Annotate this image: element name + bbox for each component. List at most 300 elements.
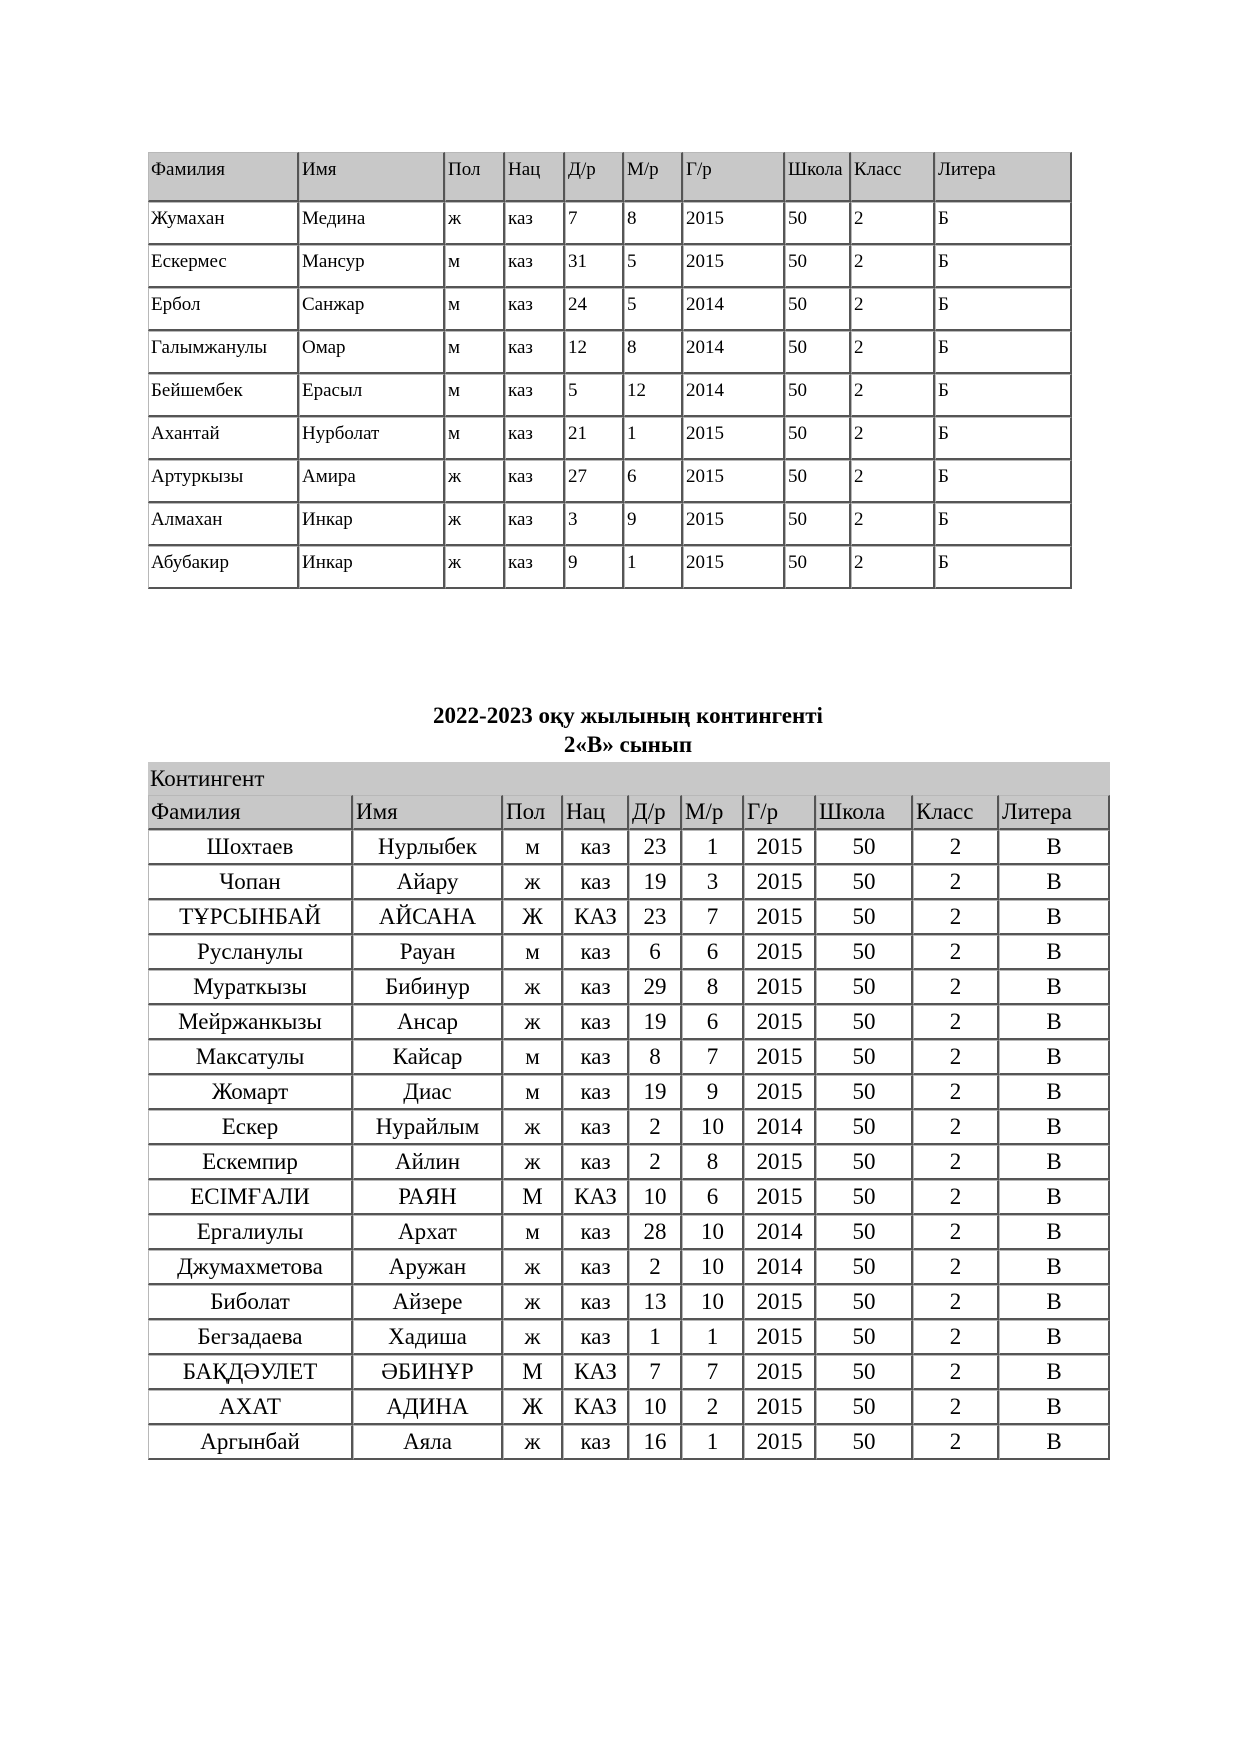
col-header-birth-day: Д/р bbox=[629, 795, 682, 830]
cell-birth-year: 2014 bbox=[744, 1215, 816, 1250]
cell-birth-day: 23 bbox=[629, 900, 682, 935]
cell-name: Айлин bbox=[353, 1145, 503, 1180]
cell-nationality: каз bbox=[505, 202, 565, 245]
cell-birth-month: 7 bbox=[682, 1040, 744, 1075]
table-row bbox=[148, 1355, 1110, 1390]
table-row bbox=[148, 1285, 1110, 1320]
cell-letter: Б bbox=[935, 460, 1072, 503]
cell-nationality: каз bbox=[563, 1005, 629, 1040]
cell-class: 2 bbox=[913, 1215, 999, 1250]
cell-school: 50 bbox=[785, 245, 851, 288]
table-row bbox=[148, 1320, 1110, 1355]
cell-letter: В bbox=[999, 935, 1110, 970]
cell-class: 2 bbox=[913, 1355, 999, 1390]
cell-birth-day: 6 bbox=[629, 935, 682, 970]
table-body bbox=[148, 830, 1110, 1460]
cell-nationality: каз bbox=[563, 1075, 629, 1110]
table-row bbox=[148, 245, 1072, 288]
cell-nationality: каз bbox=[505, 460, 565, 503]
cell-school: 50 bbox=[785, 331, 851, 374]
col-header-birth-day: Д/р bbox=[565, 152, 624, 202]
cell-gender: ж bbox=[445, 546, 505, 589]
cell-gender: м bbox=[445, 417, 505, 460]
cell-nationality: каз bbox=[563, 1425, 629, 1460]
cell-name: Инкар bbox=[299, 503, 445, 546]
cell-birth-year: 2015 bbox=[744, 1355, 816, 1390]
cell-class: 2 bbox=[851, 503, 935, 546]
table-row bbox=[148, 935, 1110, 970]
cell-school: 50 bbox=[785, 288, 851, 331]
cell-birth-month: 8 bbox=[624, 331, 683, 374]
cell-name: ӘБИНҰР bbox=[353, 1355, 503, 1390]
cell-birth-month: 10 bbox=[682, 1110, 744, 1145]
cell-birth-year: 2015 bbox=[744, 970, 816, 1005]
cell-name: АЙСАНА bbox=[353, 900, 503, 935]
cell-class: 2 bbox=[913, 1285, 999, 1320]
cell-surname: Мураткызы bbox=[148, 970, 353, 1005]
cell-class: 2 bbox=[913, 1250, 999, 1285]
cell-gender: Ж bbox=[503, 900, 563, 935]
cell-birth-day: 8 bbox=[629, 1040, 682, 1075]
cell-surname: Шохтаев bbox=[148, 830, 353, 865]
cell-letter: В bbox=[999, 865, 1110, 900]
cell-letter: Б bbox=[935, 288, 1072, 331]
cell-class: 2 bbox=[913, 970, 999, 1005]
cell-birth-day: 19 bbox=[629, 1075, 682, 1110]
table-row bbox=[148, 1145, 1110, 1180]
cell-birth-month: 8 bbox=[682, 1145, 744, 1180]
col-header-name: Имя bbox=[353, 795, 503, 830]
cell-name: Архат bbox=[353, 1215, 503, 1250]
col-header-school: Школа bbox=[816, 795, 913, 830]
cell-school: 50 bbox=[785, 546, 851, 589]
cell-letter: В bbox=[999, 1180, 1110, 1215]
cell-nationality: каз bbox=[563, 1040, 629, 1075]
cell-nationality: каз bbox=[563, 1110, 629, 1145]
cell-gender: м bbox=[503, 1215, 563, 1250]
cell-name: Нурболат bbox=[299, 417, 445, 460]
cell-school: 50 bbox=[816, 1285, 913, 1320]
cell-name: Айару bbox=[353, 865, 503, 900]
cell-school: 50 bbox=[785, 374, 851, 417]
cell-class: 2 bbox=[913, 935, 999, 970]
cell-birth-month: 9 bbox=[682, 1075, 744, 1110]
cell-school: 50 bbox=[816, 1075, 913, 1110]
cell-name: Аружан bbox=[353, 1250, 503, 1285]
col-header-surname: Фамилия bbox=[148, 152, 299, 202]
cell-birth-day: 5 bbox=[565, 374, 624, 417]
cell-name: Амира bbox=[299, 460, 445, 503]
cell-surname: Ескермес bbox=[148, 245, 299, 288]
header-row bbox=[148, 795, 1110, 830]
cell-class: 2 bbox=[851, 288, 935, 331]
table-row bbox=[148, 970, 1110, 1005]
cell-letter: В bbox=[999, 830, 1110, 865]
cell-surname: Жомарт bbox=[148, 1075, 353, 1110]
cell-birth-month: 9 bbox=[624, 503, 683, 546]
table-row bbox=[148, 503, 1072, 546]
cell-surname: Абубакир bbox=[148, 546, 299, 589]
cell-school: 50 bbox=[816, 865, 913, 900]
cell-name: Санжар bbox=[299, 288, 445, 331]
cell-birth-year: 2015 bbox=[744, 830, 816, 865]
cell-surname: Ескер bbox=[148, 1110, 353, 1145]
table-row bbox=[148, 1425, 1110, 1460]
cell-gender: ж bbox=[503, 1250, 563, 1285]
cell-nationality: каз bbox=[505, 417, 565, 460]
cell-letter: В bbox=[999, 1425, 1110, 1460]
cell-birth-day: 24 bbox=[565, 288, 624, 331]
cell-letter: В bbox=[999, 1005, 1110, 1040]
cell-birth-month: 6 bbox=[682, 1180, 744, 1215]
cell-birth-year: 2015 bbox=[683, 503, 785, 546]
cell-nationality: каз bbox=[505, 245, 565, 288]
section-title: 2022-2023 оқу жылының контингенті bbox=[433, 703, 823, 728]
cell-letter: В bbox=[999, 1355, 1110, 1390]
cell-gender: ж bbox=[503, 970, 563, 1005]
cell-name: Медина bbox=[299, 202, 445, 245]
cell-birth-day: 2 bbox=[629, 1250, 682, 1285]
cell-birth-year: 2015 bbox=[744, 1425, 816, 1460]
cell-class: 2 bbox=[913, 1005, 999, 1040]
cell-nationality: КАЗ bbox=[563, 1355, 629, 1390]
cell-surname: Ахантай bbox=[148, 417, 299, 460]
cell-birth-month: 12 bbox=[624, 374, 683, 417]
cell-letter: Б bbox=[935, 417, 1072, 460]
cell-birth-year: 2015 bbox=[744, 1145, 816, 1180]
cell-name: Кайсар bbox=[353, 1040, 503, 1075]
cell-surname: Биболат bbox=[148, 1285, 353, 1320]
cell-class: 2 bbox=[851, 546, 935, 589]
cell-birth-day: 7 bbox=[629, 1355, 682, 1390]
cell-birth-month: 6 bbox=[682, 935, 744, 970]
cell-gender: м bbox=[445, 374, 505, 417]
cell-letter: Б bbox=[935, 331, 1072, 374]
cell-birth-month: 10 bbox=[682, 1250, 744, 1285]
table-row bbox=[148, 331, 1072, 374]
cell-name: Нурайлым bbox=[353, 1110, 503, 1145]
cell-school: 50 bbox=[816, 1355, 913, 1390]
col-header-name: Имя bbox=[299, 152, 445, 202]
cell-name: Диас bbox=[353, 1075, 503, 1110]
cell-surname: ТҰРСЫНБАЙ bbox=[148, 900, 353, 935]
cell-birth-month: 2 bbox=[682, 1390, 744, 1425]
cell-class: 2 bbox=[851, 245, 935, 288]
cell-letter: В bbox=[999, 1320, 1110, 1355]
cell-surname: Джумахметова bbox=[148, 1250, 353, 1285]
cell-class: 2 bbox=[913, 1075, 999, 1110]
section-subtitle: 2«В» сынып bbox=[563, 732, 693, 757]
cell-birth-day: 2 bbox=[629, 1110, 682, 1145]
cell-school: 50 bbox=[816, 1320, 913, 1355]
cell-birth-month: 8 bbox=[624, 202, 683, 245]
cell-birth-year: 2015 bbox=[683, 245, 785, 288]
cell-birth-month: 10 bbox=[682, 1285, 744, 1320]
cell-birth-year: 2015 bbox=[683, 202, 785, 245]
cell-nationality: каз bbox=[505, 288, 565, 331]
table-row bbox=[148, 460, 1072, 503]
cell-letter: В bbox=[999, 1390, 1110, 1425]
col-header-birth-month: М/р bbox=[624, 152, 683, 202]
cell-birth-day: 28 bbox=[629, 1215, 682, 1250]
cell-birth-day: 23 bbox=[629, 830, 682, 865]
cell-gender: м bbox=[503, 830, 563, 865]
cell-birth-month: 1 bbox=[682, 1320, 744, 1355]
col-header-nationality: Нац bbox=[505, 152, 565, 202]
cell-school: 50 bbox=[785, 460, 851, 503]
table-row bbox=[148, 1005, 1110, 1040]
cell-school: 50 bbox=[816, 1215, 913, 1250]
cell-nationality: каз bbox=[563, 1215, 629, 1250]
cell-letter: В bbox=[999, 1075, 1110, 1110]
cell-gender: ж bbox=[445, 202, 505, 245]
cell-birth-year: 2015 bbox=[744, 1040, 816, 1075]
cell-birth-month: 5 bbox=[624, 288, 683, 331]
cell-birth-year: 2014 bbox=[744, 1250, 816, 1285]
cell-letter: В bbox=[999, 1040, 1110, 1075]
cell-class: 2 bbox=[851, 331, 935, 374]
col-header-gender: Пол bbox=[445, 152, 505, 202]
cell-birth-day: 10 bbox=[629, 1180, 682, 1215]
cell-nationality: КАЗ bbox=[563, 1180, 629, 1215]
cell-gender: ж bbox=[445, 503, 505, 546]
cell-surname: Галымжанулы bbox=[148, 331, 299, 374]
cell-nationality: каз bbox=[563, 1320, 629, 1355]
cell-birth-month: 1 bbox=[682, 1425, 744, 1460]
cell-birth-month: 6 bbox=[624, 460, 683, 503]
cell-birth-month: 5 bbox=[624, 245, 683, 288]
cell-gender: ж bbox=[503, 1285, 563, 1320]
cell-school: 50 bbox=[816, 1390, 913, 1425]
cell-gender: ж bbox=[503, 1320, 563, 1355]
col-header-school: Школа bbox=[785, 152, 851, 202]
table-row bbox=[148, 546, 1072, 589]
cell-gender: ж bbox=[503, 865, 563, 900]
cell-birth-year: 2014 bbox=[744, 1110, 816, 1145]
cell-birth-day: 13 bbox=[629, 1285, 682, 1320]
cell-gender: ж bbox=[503, 1110, 563, 1145]
header-row bbox=[148, 152, 1072, 202]
cell-birth-month: 8 bbox=[682, 970, 744, 1005]
cell-class: 2 bbox=[913, 1145, 999, 1180]
cell-letter: В bbox=[999, 1285, 1110, 1320]
table-row bbox=[148, 1180, 1110, 1215]
cell-birth-day: 27 bbox=[565, 460, 624, 503]
cell-school: 50 bbox=[816, 1425, 913, 1460]
cell-nationality: каз bbox=[563, 970, 629, 1005]
table-row bbox=[148, 374, 1072, 417]
cell-school: 50 bbox=[785, 417, 851, 460]
cell-gender: м bbox=[503, 935, 563, 970]
cell-birth-month: 1 bbox=[682, 830, 744, 865]
cell-surname: БАҚДӘУЛЕТ bbox=[148, 1355, 353, 1390]
cell-surname: Бейшембек bbox=[148, 374, 299, 417]
cell-class: 2 bbox=[913, 1390, 999, 1425]
cell-birth-year: 2015 bbox=[683, 546, 785, 589]
col-header-birth-year: Г/р bbox=[683, 152, 785, 202]
cell-gender: М bbox=[503, 1355, 563, 1390]
cell-birth-year: 2014 bbox=[683, 288, 785, 331]
col-header-birth-month: М/р bbox=[682, 795, 744, 830]
cell-surname: Жумахан bbox=[148, 202, 299, 245]
cell-birth-year: 2015 bbox=[744, 900, 816, 935]
col-header-nationality: Нац bbox=[563, 795, 629, 830]
table-row bbox=[148, 1215, 1110, 1250]
cell-surname: Русланулы bbox=[148, 935, 353, 970]
cell-school: 50 bbox=[816, 1005, 913, 1040]
col-header-class: Класс bbox=[851, 152, 935, 202]
cell-birth-day: 16 bbox=[629, 1425, 682, 1460]
cell-nationality: каз bbox=[563, 1250, 629, 1285]
contingent-table-2v bbox=[148, 762, 1110, 1460]
cell-surname: Ескемпир bbox=[148, 1145, 353, 1180]
cell-name: Бибинур bbox=[353, 970, 503, 1005]
cell-birth-year: 2015 bbox=[744, 865, 816, 900]
cell-name: АДИНА bbox=[353, 1390, 503, 1425]
cell-gender: ж bbox=[503, 1005, 563, 1040]
cell-letter: В bbox=[999, 900, 1110, 935]
cell-class: 2 bbox=[913, 830, 999, 865]
table-caption: Контингент bbox=[148, 762, 1110, 795]
table-body bbox=[148, 202, 1072, 589]
cell-surname: Аргынбай bbox=[148, 1425, 353, 1460]
cell-birth-day: 12 bbox=[565, 331, 624, 374]
cell-gender: Ж bbox=[503, 1390, 563, 1425]
cell-class: 2 bbox=[913, 1180, 999, 1215]
cell-name: РАЯН bbox=[353, 1180, 503, 1215]
table-row bbox=[148, 1390, 1110, 1425]
cell-nationality: каз bbox=[563, 1145, 629, 1180]
cell-letter: Б bbox=[935, 374, 1072, 417]
table-row bbox=[148, 288, 1072, 331]
cell-surname: Чопан bbox=[148, 865, 353, 900]
cell-class: 2 bbox=[913, 1040, 999, 1075]
cell-surname: Алмахан bbox=[148, 503, 299, 546]
cell-letter: Б bbox=[935, 546, 1072, 589]
cell-surname: Ербол bbox=[148, 288, 299, 331]
col-header-letter: Литера bbox=[999, 795, 1110, 830]
cell-birth-year: 2014 bbox=[683, 331, 785, 374]
cell-school: 50 bbox=[785, 202, 851, 245]
col-header-gender: Пол bbox=[503, 795, 563, 830]
cell-school: 50 bbox=[816, 1110, 913, 1145]
cell-name: Рауан bbox=[353, 935, 503, 970]
cell-birth-year: 2015 bbox=[744, 1390, 816, 1425]
cell-class: 2 bbox=[851, 202, 935, 245]
cell-nationality: КАЗ bbox=[563, 900, 629, 935]
cell-nationality: каз bbox=[563, 830, 629, 865]
cell-birth-month: 1 bbox=[624, 417, 683, 460]
cell-birth-year: 2015 bbox=[744, 1005, 816, 1040]
cell-birth-month: 3 bbox=[682, 865, 744, 900]
cell-birth-day: 10 bbox=[629, 1390, 682, 1425]
cell-class: 2 bbox=[913, 865, 999, 900]
table-row bbox=[148, 1040, 1110, 1075]
cell-letter: В bbox=[999, 1215, 1110, 1250]
table-row bbox=[148, 900, 1110, 935]
table-row bbox=[148, 202, 1072, 245]
cell-birth-day: 1 bbox=[629, 1320, 682, 1355]
cell-school: 50 bbox=[785, 503, 851, 546]
cell-birth-month: 7 bbox=[682, 900, 744, 935]
cell-nationality: каз bbox=[505, 374, 565, 417]
table-row bbox=[148, 830, 1110, 865]
cell-birth-month: 10 bbox=[682, 1215, 744, 1250]
cell-birth-day: 29 bbox=[629, 970, 682, 1005]
cell-birth-year: 2015 bbox=[683, 460, 785, 503]
cell-birth-month: 1 bbox=[624, 546, 683, 589]
cell-birth-month: 7 bbox=[682, 1355, 744, 1390]
cell-gender: м bbox=[445, 331, 505, 374]
cell-gender: ж bbox=[503, 1425, 563, 1460]
cell-name: Ансар bbox=[353, 1005, 503, 1040]
cell-name: Ерасыл bbox=[299, 374, 445, 417]
cell-birth-day: 21 bbox=[565, 417, 624, 460]
cell-name: Инкар bbox=[299, 546, 445, 589]
cell-class: 2 bbox=[913, 1110, 999, 1145]
caption-row bbox=[148, 762, 1110, 795]
cell-letter: Б bbox=[935, 245, 1072, 288]
cell-birth-year: 2015 bbox=[683, 417, 785, 460]
contingent-table-2b bbox=[148, 152, 1072, 589]
cell-birth-year: 2015 bbox=[744, 1285, 816, 1320]
cell-gender: ж bbox=[445, 460, 505, 503]
cell-name: Айзере bbox=[353, 1285, 503, 1320]
cell-school: 50 bbox=[816, 1180, 913, 1215]
cell-letter: В bbox=[999, 1250, 1110, 1285]
cell-class: 2 bbox=[851, 374, 935, 417]
cell-gender: м bbox=[445, 245, 505, 288]
cell-nationality: КАЗ bbox=[563, 1390, 629, 1425]
cell-gender: М bbox=[503, 1180, 563, 1215]
cell-nationality: каз bbox=[505, 503, 565, 546]
cell-school: 50 bbox=[816, 1250, 913, 1285]
cell-surname: Ергалиулы bbox=[148, 1215, 353, 1250]
cell-letter: В bbox=[999, 970, 1110, 1005]
cell-school: 50 bbox=[816, 935, 913, 970]
table-row bbox=[148, 1250, 1110, 1285]
cell-surname: АХАТ bbox=[148, 1390, 353, 1425]
cell-nationality: каз bbox=[563, 935, 629, 970]
cell-class: 2 bbox=[913, 1320, 999, 1355]
cell-name: Омар bbox=[299, 331, 445, 374]
cell-school: 50 bbox=[816, 900, 913, 935]
cell-class: 2 bbox=[913, 900, 999, 935]
cell-birth-day: 19 bbox=[629, 865, 682, 900]
cell-surname: Артуркызы bbox=[148, 460, 299, 503]
cell-name: Аяла bbox=[353, 1425, 503, 1460]
cell-nationality: каз bbox=[505, 331, 565, 374]
cell-letter: Б bbox=[935, 202, 1072, 245]
cell-surname: Бегзадаева bbox=[148, 1320, 353, 1355]
cell-class: 2 bbox=[913, 1425, 999, 1460]
col-header-class: Класс bbox=[913, 795, 999, 830]
cell-birth-day: 7 bbox=[565, 202, 624, 245]
cell-nationality: каз bbox=[563, 1285, 629, 1320]
cell-gender: м bbox=[503, 1040, 563, 1075]
cell-surname: Максатулы bbox=[148, 1040, 353, 1075]
cell-birth-year: 2015 bbox=[744, 1075, 816, 1110]
cell-birth-month: 6 bbox=[682, 1005, 744, 1040]
cell-birth-day: 2 bbox=[629, 1145, 682, 1180]
cell-nationality: каз bbox=[563, 865, 629, 900]
cell-gender: ж bbox=[503, 1145, 563, 1180]
col-header-letter: Литера bbox=[935, 152, 1072, 202]
cell-surname: ЕСІМҒАЛИ bbox=[148, 1180, 353, 1215]
cell-name: Хадиша bbox=[353, 1320, 503, 1355]
cell-name: Нурлыбек bbox=[353, 830, 503, 865]
cell-birth-year: 2015 bbox=[744, 1180, 816, 1215]
